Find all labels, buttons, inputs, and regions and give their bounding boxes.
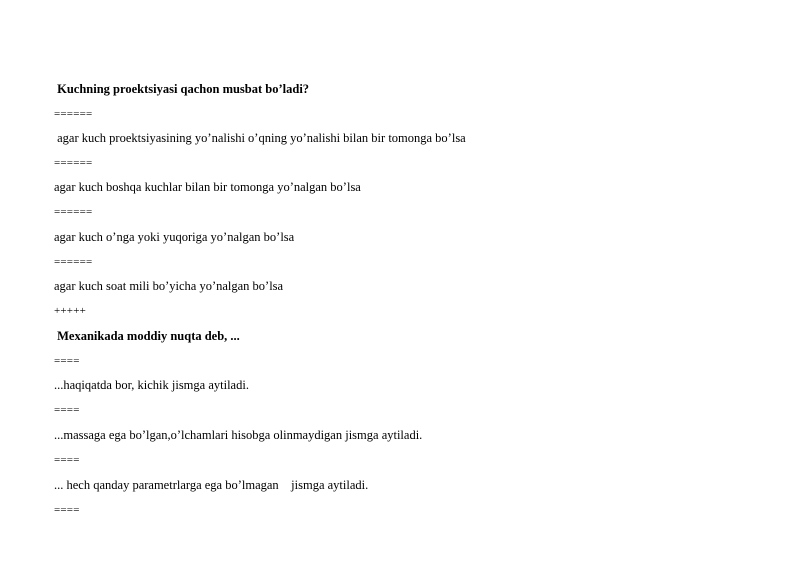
- separator-line: ====: [54, 454, 80, 466]
- question-1-text: Kuchning proektsiyasi qachon musbat bo’ladi?: [54, 82, 310, 96]
- answer-option-1: agar kuch proektsiyasining yo’nalishi o’qning yo’nalishi bilan bir tomonga bo’lsa: [54, 131, 466, 145]
- separator-line: ======: [54, 206, 93, 218]
- answer-option-3: ... hech qanday parametrlarga ega bo’lmagan jismga aytiladi.: [54, 478, 369, 492]
- separator-line: ======: [54, 157, 93, 169]
- separator-line: ======: [54, 108, 93, 120]
- answer-option-3: agar kuch o’nga yoki yuqoriga yo’nalgan bo’lsa: [54, 230, 295, 244]
- answer-option-2: ...massaga ega bo’lgan,o’lchamlari hisobga olinmaydigan jismga aytiladi.: [54, 428, 423, 442]
- separator-line: ======: [54, 256, 93, 268]
- answer-option-2: agar kuch boshqa kuchlar bilan bir tomonga yo’nalgan bo’lsa: [54, 180, 361, 194]
- question-2-text: Mexanikada moddiy nuqta deb, ...: [54, 329, 240, 343]
- question-separator: +++++: [54, 305, 87, 317]
- separator-line: ====: [54, 355, 80, 367]
- separator-line: ====: [54, 404, 80, 416]
- separator-line: ====: [54, 504, 80, 516]
- answer-option-4: agar kuch soat mili bo’yicha yo’nalgan bo’lsa: [54, 279, 284, 293]
- answer-option-1: ...haqiqatda bor, kichik jismga aytiladi.: [54, 378, 249, 392]
